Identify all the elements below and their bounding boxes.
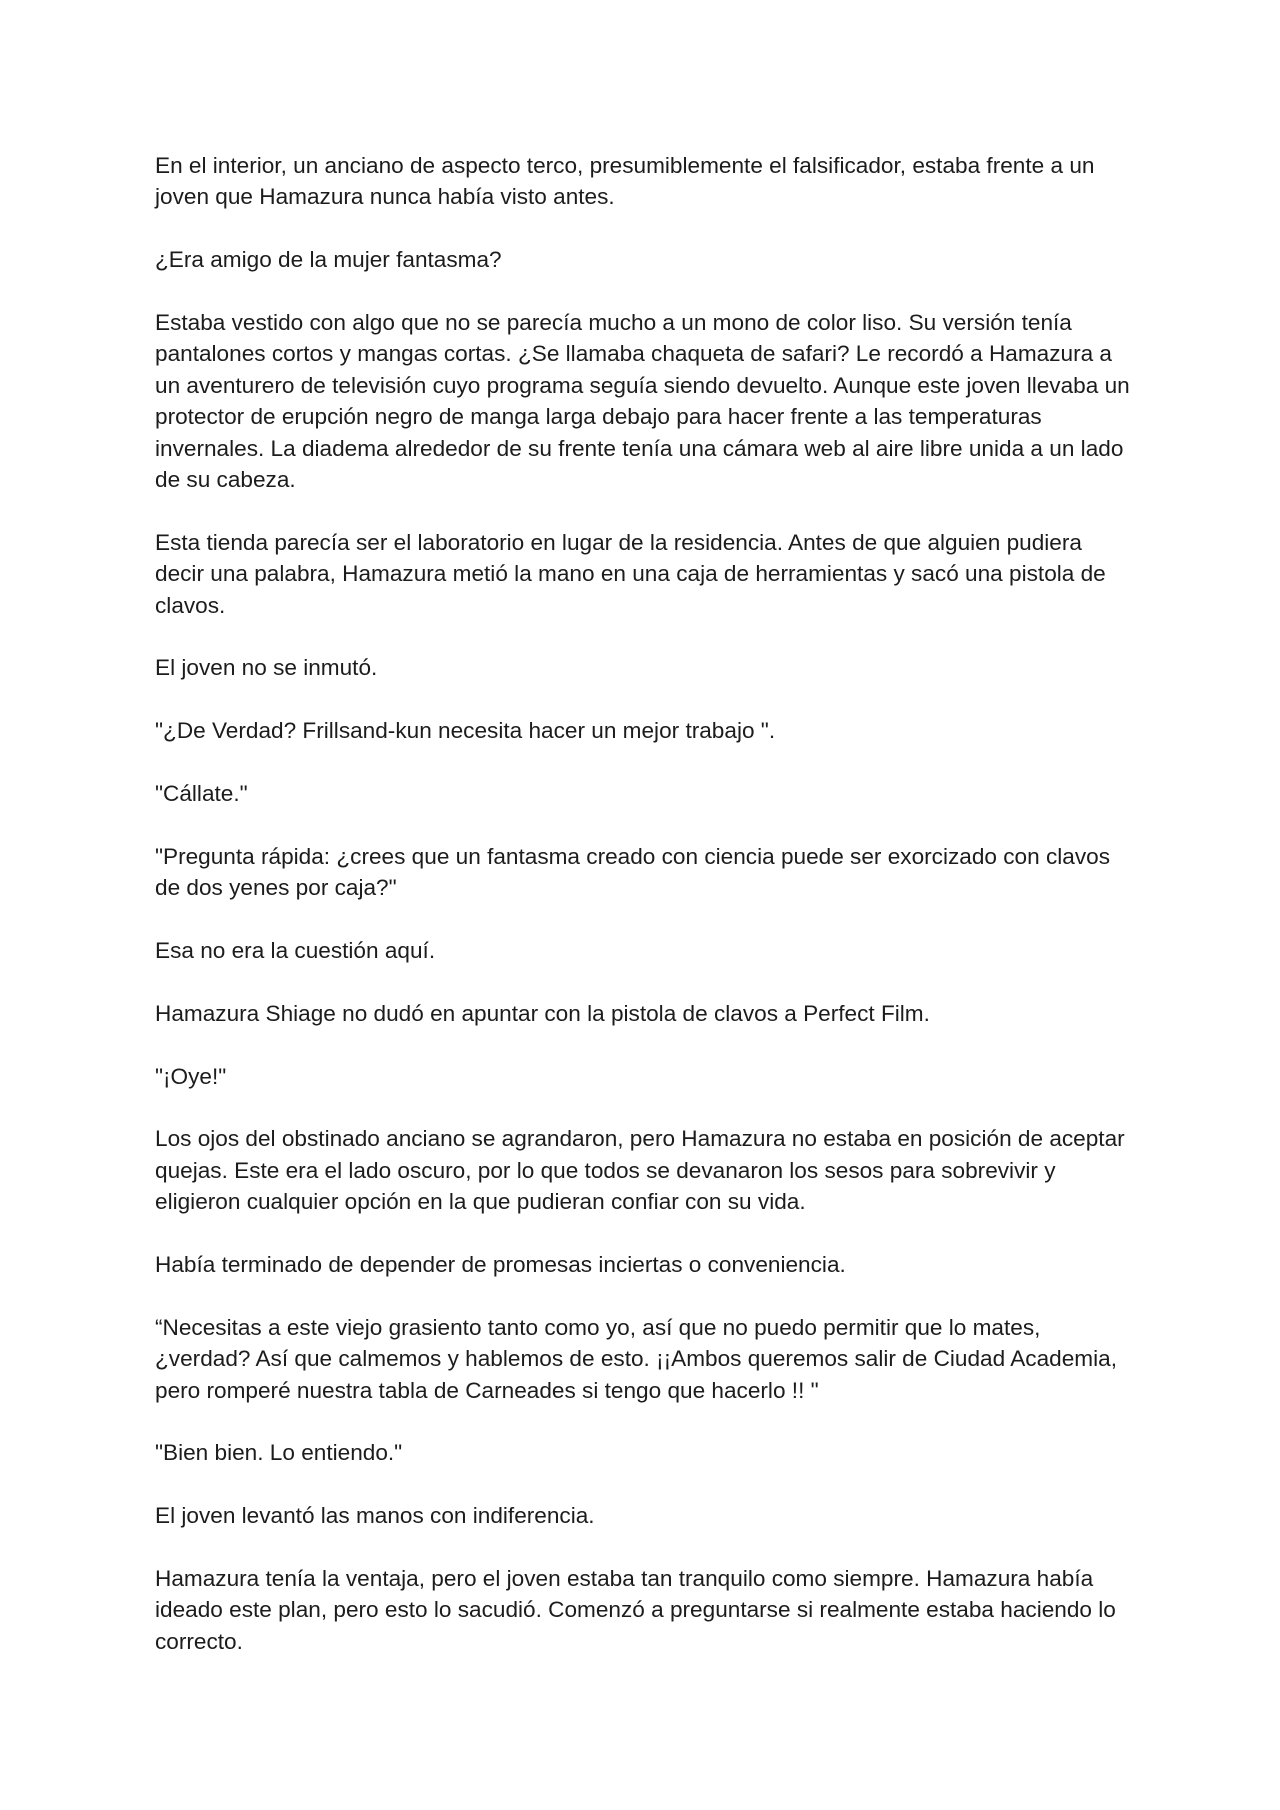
paragraph: "Pregunta rápida: ¿crees que un fantasma creado con ciencia puede ser exorcizado con clavos de dos yenes por caja?" <box>155 843 1111 901</box>
paragraph: El joven no se inmutó. <box>155 655 378 681</box>
paragraph: Estaba vestido con algo que no se parecía mucho a un mono de color liso. Su versión tenía pantalones cortos y mangas cortas. ¿Se llamaba chaqueta de safari? Le recordó a Hamazura a un aventurero de televisión cuyo programa seguía siendo devuelto. Aunque este joven llevaba un protector de erupción negro de manga larga debajo para hacer frente a las temperaturas invernales. La diadema alrededor de su frente tenía una cámara web al aire libre unida a un lado de su cabeza. <box>155 310 1130 493</box>
paragraph: Había terminado de depender de promesas inciertas o conveniencia. <box>155 1252 846 1278</box>
paragraph: Hamazura tenía la ventaja, pero el joven estaba tan tranquilo como siempre. Hamazura había ideado este plan, pero esto lo sacudió. Comenzó a preguntarse si realmente estaba haciendo lo correcto. <box>155 1566 1116 1654</box>
paragraph: Esta tienda parecía ser el laboratorio en lugar de la residencia. Antes de que alguien pudiera decir una palabra, Hamazura metió la mano en una caja de herramientas y sacó una pistola de clavos. <box>155 529 1106 618</box>
paragraph: "¡Oye!" <box>155 1063 227 1089</box>
paragraph: “Necesitas a este viejo grasiento tanto como yo, así que no puedo permitir que lo mates, ¿verdad? Así que calmemos y hablemos de esto. ¡¡Ambos queremos salir de Ciudad Academia, pero romperé nuestra tabla de Carneades si tengo que hacerlo !! " <box>155 1314 1117 1403</box>
document-body <box>155 150 1130 1689</box>
paragraph: Los ojos del obstinado anciano se agrandaron, pero Hamazura no estaba en posición de aceptar quejas. Este era el lado oscuro, por lo que todos se devanaron los sesos para sobrevivir y eligieron cualquier opción en la que pudieran confiar con su vida. <box>155 1126 1125 1215</box>
paragraph: En el interior, un anciano de aspecto terco, presumiblemente el falsificador, estaba frente a un joven que Hamazura nunca había visto antes. <box>155 153 1095 210</box>
paragraph: ¿Era amigo de la mujer fantasma? <box>155 247 502 273</box>
paragraph: "¿De Verdad? Frillsand-kun necesita hacer un mejor trabajo ". <box>155 718 776 744</box>
paragraph: Esa no era la cuestión aquí. <box>155 938 436 964</box>
paragraph: "Cállate." <box>155 781 248 807</box>
paragraph: "Bien bien. Lo entiendo." <box>155 1440 403 1466</box>
paragraph: El joven levantó las manos con indiferencia. <box>155 1503 595 1529</box>
paragraph: Hamazura Shiage no dudó en apuntar con la pistola de clavos a Perfect Film. <box>155 1000 930 1026</box>
